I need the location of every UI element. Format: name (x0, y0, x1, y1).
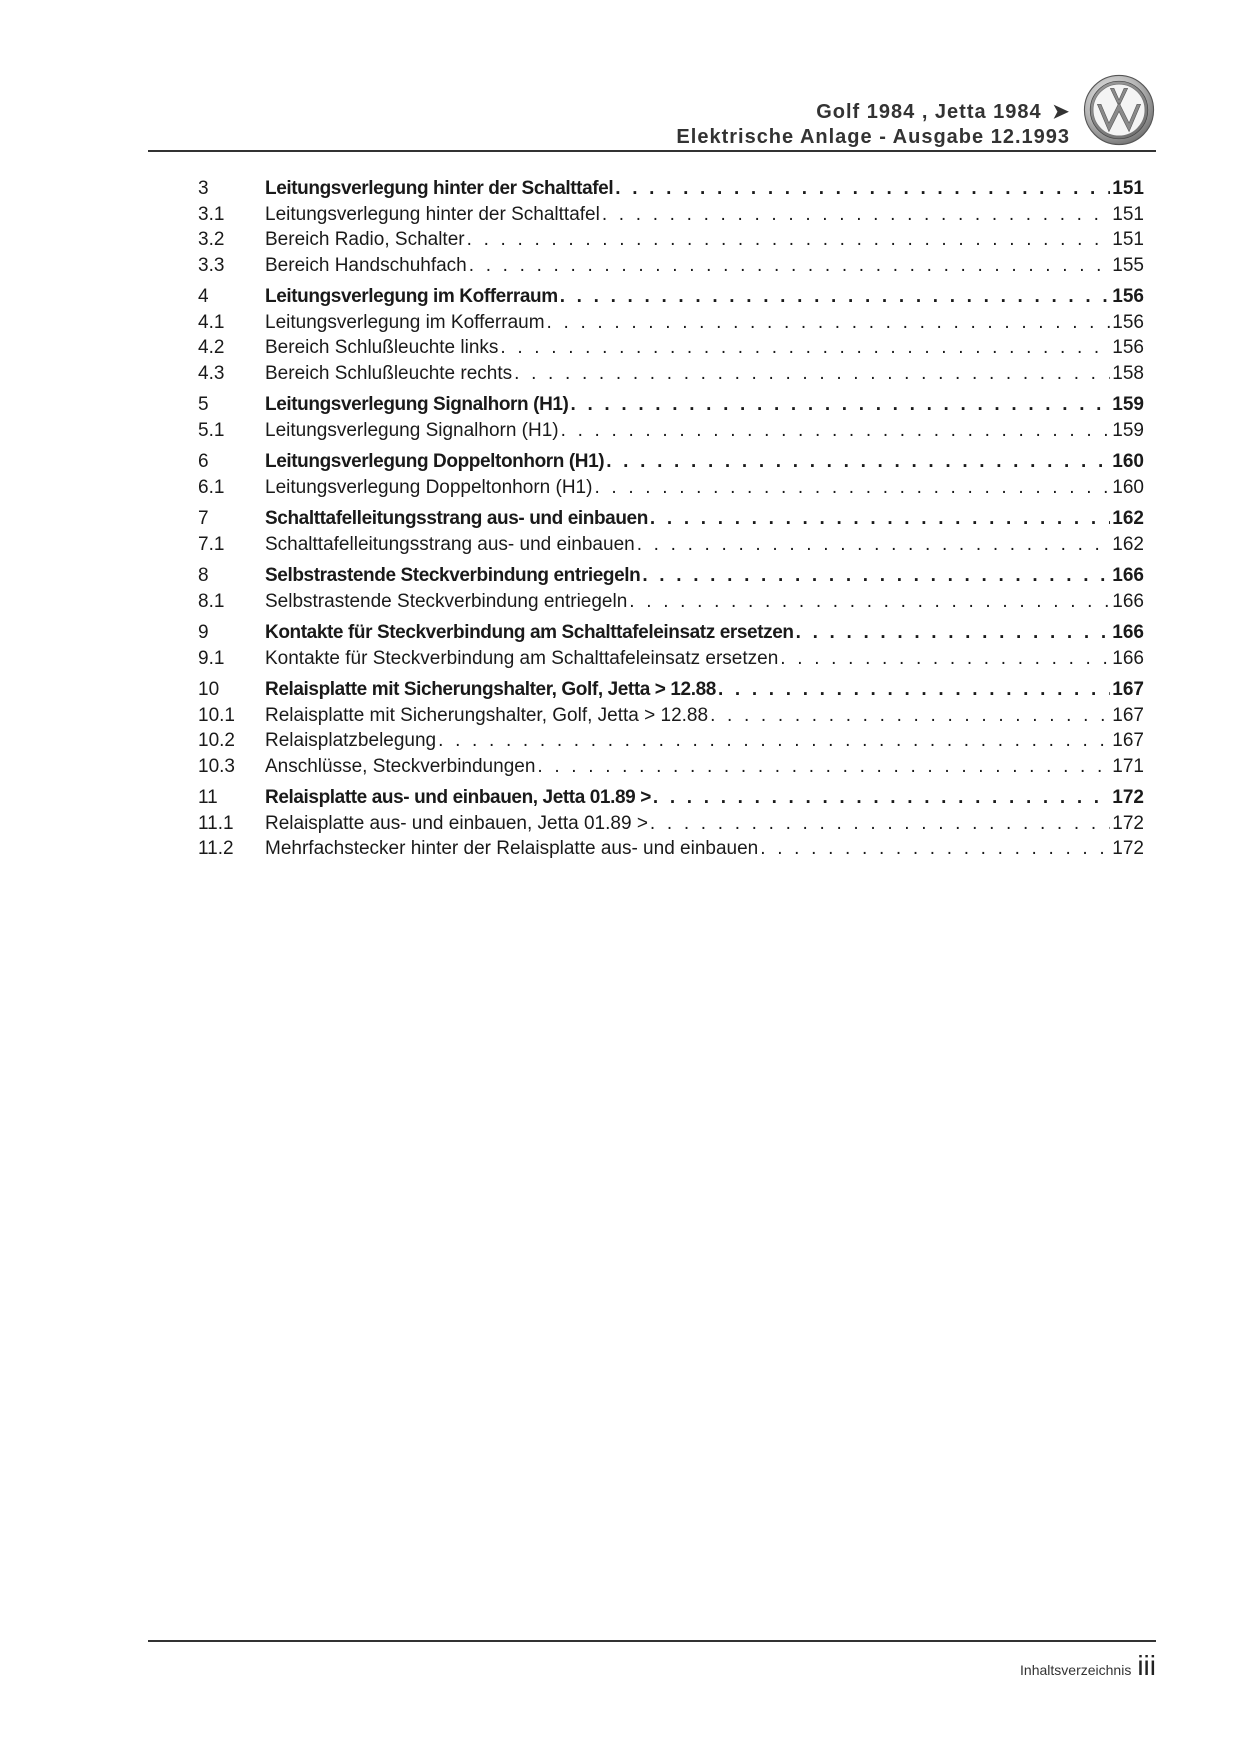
toc-section-entry[interactable] (198, 227, 1144, 253)
toc-group (198, 785, 1144, 862)
toc-entry-number: 4.1 (198, 311, 225, 333)
toc-entry-title: Bereich Schlußleuchte rechts (265, 362, 513, 384)
toc-entry-page: 171 (1112, 755, 1144, 777)
toc-entry-number: 11.2 (198, 838, 234, 859)
toc-entry-page: 172 (1112, 838, 1144, 859)
toc-entry-number: 8 (198, 565, 209, 586)
toc-dot-leader (650, 506, 1110, 532)
header-title-text: Golf 1984 , Jetta 1984 (816, 101, 1042, 123)
toc-chapter-entry[interactable] (198, 392, 1144, 418)
toc-section-entry[interactable] (198, 418, 1144, 444)
toc-section-entry[interactable] (198, 646, 1144, 672)
toc-entry-title: Schalttafelleitungsstrang aus- und einbauen (265, 533, 635, 555)
toc-entry-title: Leitungsverlegung Signalhorn (H1) (265, 419, 559, 441)
toc-chapter-entry[interactable] (198, 620, 1144, 646)
toc-entry-number: 4.2 (198, 337, 225, 358)
footer-label: Inhaltsverzeichnis (1020, 1662, 1132, 1678)
toc-dot-leader (637, 532, 1111, 558)
toc-entry-page: 166 (1112, 647, 1144, 669)
toc-entry-page: 167 (1112, 704, 1144, 726)
table-of-contents (198, 176, 1144, 868)
toc-group (198, 392, 1144, 443)
toc-entry-number: 8.1 (198, 590, 225, 612)
toc-section-entry[interactable] (198, 703, 1144, 729)
toc-entry-page: 162 (1112, 508, 1144, 529)
arrow-right-icon: ➤ (1052, 101, 1070, 123)
toc-entry-page: 172 (1112, 787, 1144, 808)
toc-entry-page: 151 (1112, 203, 1144, 225)
page-footer (1020, 1650, 1156, 1682)
toc-section-entry[interactable] (198, 728, 1144, 754)
page-number: iii (1137, 1650, 1156, 1681)
toc-entry-page: 151 (1112, 229, 1144, 250)
toc-entry-title: Kontakte für Steckverbindung am Schalttafeleinsatz ersetzen (265, 647, 779, 669)
toc-chapter-entry[interactable] (198, 785, 1144, 811)
toc-section-entry[interactable] (198, 475, 1144, 501)
vw-logo-icon (1083, 74, 1155, 146)
toc-chapter-entry[interactable] (198, 449, 1144, 475)
toc-entry-title: Leitungsverlegung Signalhorn (H1) (265, 394, 569, 415)
toc-entry-number: 9.1 (198, 647, 225, 669)
toc-entry-page: 167 (1112, 730, 1144, 751)
toc-dot-leader (469, 253, 1111, 279)
header-subtitle: Elektrische Anlage - Ausgabe 12.1993 (676, 126, 1070, 148)
toc-group (198, 176, 1144, 278)
toc-entry-title: Relaisplatte mit Sicherungshalter, Golf, Jetta > 12.88 (265, 704, 709, 726)
toc-section-entry[interactable] (198, 836, 1144, 862)
toc-entry-page: 156 (1112, 286, 1144, 307)
toc-entry-page: 166 (1112, 622, 1144, 643)
toc-entry-number: 5 (198, 394, 209, 415)
toc-entry-number: 3.2 (198, 229, 225, 250)
toc-entry-title: Mehrfachstecker hinter der Relaisplatte aus- und einbauen (265, 838, 759, 859)
toc-dot-leader (594, 475, 1110, 501)
toc-section-entry[interactable] (198, 754, 1144, 780)
toc-section-entry[interactable] (198, 253, 1144, 279)
toc-entry-title: Selbstrastende Steckverbindung entriegeln (265, 590, 628, 612)
toc-entry-page: 167 (1112, 679, 1144, 700)
toc-entry-page: 160 (1112, 476, 1144, 498)
toc-entry-number: 10.1 (198, 704, 235, 726)
toc-entry-number: 5.1 (198, 419, 225, 441)
toc-section-entry[interactable] (198, 202, 1144, 228)
toc-dot-leader (615, 176, 1110, 202)
toc-group (198, 620, 1144, 671)
toc-dot-leader (514, 361, 1110, 387)
toc-entry-number: 11.1 (198, 812, 234, 834)
toc-section-entry[interactable] (198, 361, 1144, 387)
header-title (816, 99, 1070, 124)
toc-group (198, 284, 1144, 386)
toc-entry-number: 10.2 (198, 730, 235, 751)
toc-entry-title: Bereich Radio, Schalter (265, 229, 465, 250)
toc-entry-title: Kontakte für Steckverbindung am Schalttafeleinsatz ersetzen (265, 622, 794, 643)
toc-entry-title: Leitungsverlegung Doppeltonhorn (H1) (265, 451, 605, 472)
toc-entry-title: Bereich Schlußleuchte links (265, 337, 499, 358)
toc-entry-title: Schalttafelleitungsstrang aus- und einbauen (265, 508, 648, 529)
toc-entry-number: 9 (198, 622, 209, 643)
toc-dot-leader (560, 284, 1111, 310)
toc-entry-title: Selbstrastende Steckverbindung entriegeln (265, 565, 641, 586)
toc-entry-page: 159 (1112, 394, 1144, 415)
header-divider (148, 150, 1156, 152)
toc-dot-leader (710, 703, 1110, 729)
toc-entry-page: 159 (1112, 419, 1144, 441)
toc-dot-leader (570, 392, 1110, 418)
toc-entry-number: 4.3 (198, 362, 225, 384)
toc-section-entry[interactable] (198, 811, 1144, 837)
toc-dot-leader (602, 202, 1110, 228)
toc-entry-number: 11 (198, 787, 218, 808)
toc-dot-leader (796, 620, 1111, 646)
toc-dot-leader (547, 310, 1111, 336)
toc-dot-leader (606, 449, 1110, 475)
toc-entry-number: 3.1 (198, 203, 225, 225)
toc-group (198, 449, 1144, 500)
toc-dot-leader (780, 646, 1110, 672)
toc-entry-page: 158 (1112, 362, 1144, 384)
toc-entry-page: 166 (1112, 565, 1144, 586)
toc-dot-leader (718, 677, 1110, 703)
toc-entry-page: 151 (1112, 178, 1144, 199)
toc-dot-leader (650, 811, 1110, 837)
toc-dot-leader (467, 227, 1111, 253)
toc-dot-leader (760, 836, 1110, 862)
toc-entry-title: Anschlüsse, Steckverbindungen (265, 755, 536, 777)
toc-section-entry[interactable] (198, 335, 1144, 361)
toc-entry-number: 7.1 (198, 533, 225, 555)
toc-group (198, 506, 1144, 557)
toc-entry-title: Leitungsverlegung im Kofferraum (265, 286, 558, 307)
toc-entry-page: 155 (1112, 254, 1144, 276)
toc-entry-number: 3 (198, 178, 209, 199)
toc-section-entry[interactable] (198, 532, 1144, 558)
toc-entry-number: 4 (198, 286, 209, 307)
toc-chapter-entry[interactable] (198, 176, 1144, 202)
toc-entry-number: 3.3 (198, 254, 225, 276)
toc-entry-number: 6.1 (198, 476, 225, 498)
toc-dot-leader (642, 563, 1110, 589)
toc-entry-title: Leitungsverlegung hinter der Schalttafel (265, 203, 600, 225)
toc-dot-leader (561, 418, 1111, 444)
toc-section-entry[interactable] (198, 310, 1144, 336)
toc-entry-number: 7 (198, 508, 209, 529)
footer-divider (148, 1640, 1156, 1642)
toc-entry-title: Relaisplatte mit Sicherungshalter, Golf, Jetta > 12.88 (265, 679, 716, 700)
toc-entry-page: 172 (1112, 812, 1144, 834)
toc-chapter-entry[interactable] (198, 563, 1144, 589)
toc-entry-title: Relaisplatte aus- und einbauen, Jetta 01.89 > (265, 812, 648, 834)
toc-chapter-entry[interactable] (198, 284, 1144, 310)
toc-dot-leader (629, 589, 1110, 615)
toc-entry-number: 6 (198, 451, 209, 472)
toc-chapter-entry[interactable] (198, 677, 1144, 703)
toc-entry-title: Leitungsverlegung im Kofferraum (265, 311, 545, 333)
toc-dot-leader (653, 785, 1110, 811)
toc-dot-leader (500, 335, 1110, 361)
toc-dot-leader (438, 728, 1110, 754)
toc-entry-page: 156 (1112, 311, 1144, 333)
toc-entry-title: Leitungsverlegung hinter der Schalttafel (265, 178, 614, 199)
toc-entry-page: 160 (1112, 451, 1144, 472)
toc-entry-number: 10.3 (198, 755, 235, 777)
toc-entry-page: 162 (1112, 533, 1144, 555)
toc-group (198, 677, 1144, 779)
toc-entry-title: Bereich Handschuhfach (265, 254, 467, 276)
toc-group (198, 563, 1144, 614)
toc-dot-leader (537, 754, 1110, 780)
toc-entry-title: Relaisplatte aus- und einbauen, Jetta 01.89 > (265, 787, 651, 808)
toc-section-entry[interactable] (198, 589, 1144, 615)
toc-entry-number: 10 (198, 679, 220, 700)
toc-entry-title: Leitungsverlegung Doppeltonhorn (H1) (265, 476, 593, 498)
toc-entry-title: Relaisplatzbelegung (265, 730, 437, 751)
toc-entry-page: 166 (1112, 590, 1144, 612)
toc-chapter-entry[interactable] (198, 506, 1144, 532)
toc-entry-page: 156 (1112, 337, 1144, 358)
